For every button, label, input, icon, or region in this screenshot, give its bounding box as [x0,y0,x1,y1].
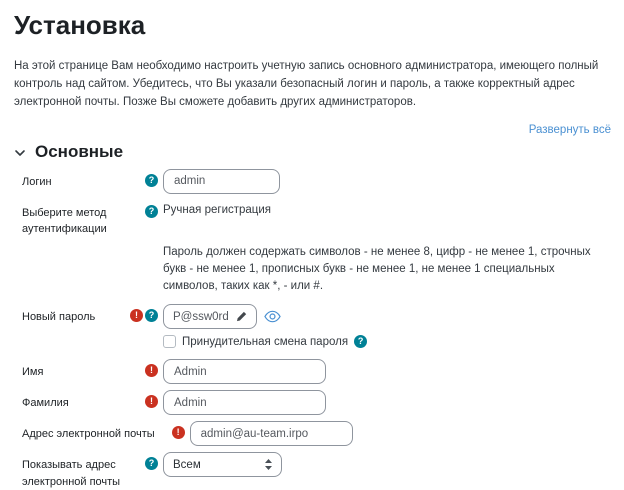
first-name-input[interactable] [163,359,326,384]
new-password-label: Новый пароль [22,311,96,324]
email-display-value: Всем [173,458,201,471]
login-input[interactable] [163,169,280,194]
expand-all-row [14,124,611,136]
help-icon[interactable]: ? [145,457,158,470]
last-name-label: Фамилия [22,397,69,410]
help-icon[interactable]: ? [145,174,158,187]
email-input[interactable] [190,421,353,446]
required-icon: ! [172,426,185,439]
first-name-label: Имя [22,366,44,379]
auth-method-value: Ручная регистрация [163,203,272,216]
login-label: Логин [22,175,52,188]
force-password-change-row [163,335,611,348]
new-password-field[interactable] [163,304,257,329]
required-icon: ! [145,395,158,408]
field-row-email-display [14,452,611,490]
password-policy-text: Пароль должен содержать символов - не менее 8, цифр - не менее 1, строчных букв - не менее 1, прописных букв - не менее 1, не менее 1 специальных символов, таких как *, - или #. [163,245,591,293]
last-name-input[interactable] [163,390,326,415]
help-icon[interactable]: ? [145,309,158,322]
auth-method-label: Выберите метод аутентификации [22,206,107,236]
field-row-login [14,169,611,194]
section-title: Основные [35,141,124,161]
required-icon: ! [130,309,143,322]
field-row-email [14,421,611,446]
field-row-last-name [14,390,611,415]
new-password-value: P@ssw0rd [173,310,229,323]
page-title: Установка [14,10,146,40]
eye-icon[interactable] [264,310,281,323]
force-password-change-checkbox[interactable] [163,335,176,348]
expand-all-link[interactable]: Развернуть всё [528,123,611,136]
field-row-first-name [14,359,611,384]
page-description: На этой странице Вам необходимо настроить учетную запись основного администратора, имеющего полный контроль над сайтом. Убедитесь, что Вы указали безопасный логин и пароль, а также корректный адрес электронной почты. Позже Вы сможете добавить других администраторов. [14,60,599,108]
field-row-auth-method [14,200,611,238]
email-label: Адрес электронной почты [22,428,155,441]
force-password-change-label: Принудительная смена пароля [182,335,349,348]
email-display-label: Показывать адрес электронной почты [22,459,121,488]
required-icon: ! [145,364,158,377]
section-header-general[interactable] [14,142,611,162]
email-display-select[interactable] [163,452,282,477]
field-row-new-password [14,304,611,329]
help-icon[interactable]: ? [354,335,367,348]
chevron-down-icon[interactable] [14,145,26,159]
select-updown-icon [265,459,272,470]
pencil-icon [236,311,247,322]
help-icon[interactable]: ? [145,205,158,218]
